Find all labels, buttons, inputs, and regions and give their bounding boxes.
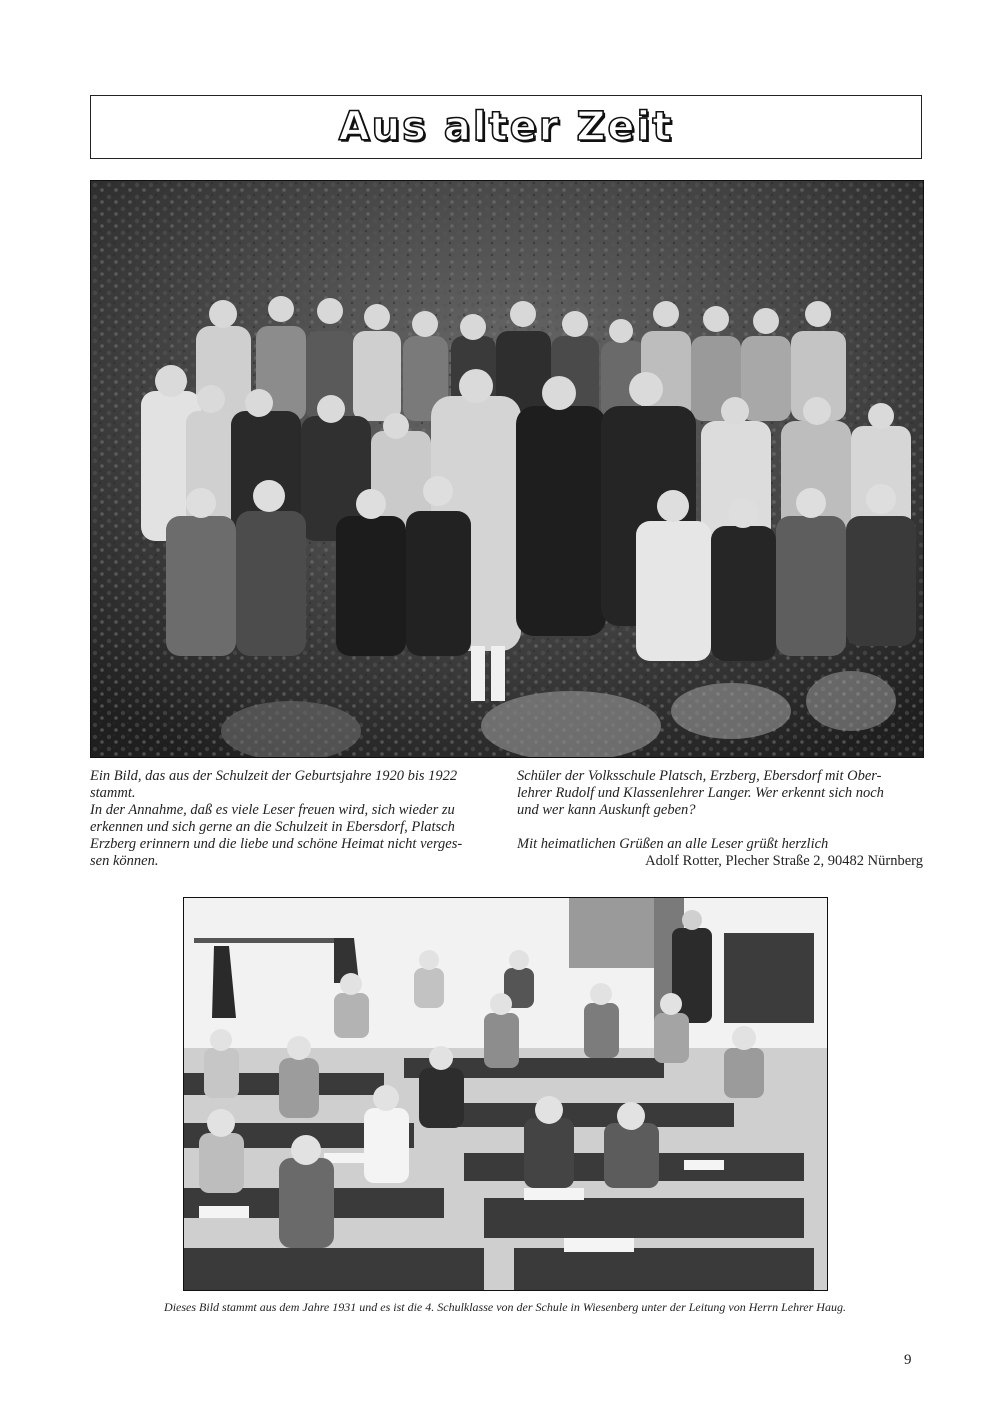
class-photo-outdoor bbox=[90, 180, 924, 758]
caption-left-line: In der Annahme, daß es viele Leser freuen wird, sich wieder zu bbox=[90, 802, 455, 818]
caption-bottom: Dieses Bild stammt aus dem Jahre 1931 und es ist die 4. Schulklasse von der Schule in Wiesenberg unter der Leitung von Herrn Lehrer Haug. bbox=[164, 1300, 846, 1314]
caption-right bbox=[517, 768, 923, 870]
class-photo-classroom-illustration bbox=[184, 898, 827, 1290]
header-box bbox=[90, 95, 922, 159]
caption-left-line: erkennen und sich gerne an die Schulzeit in Ebersdorf, Platsch bbox=[90, 819, 455, 835]
caption-right-line: Schüler der Volksschule Platsch, Erzberg, Ebersdorf mit Ober- bbox=[517, 768, 882, 784]
caption-left-line: Erzberg erinnern und die liebe und schöne Heimat nicht verges- bbox=[90, 836, 463, 852]
caption-right-line: und wer kann Auskunft geben? bbox=[517, 802, 696, 818]
page-title: Aus alter Zeit bbox=[338, 104, 674, 150]
signature: Adolf Rotter, Plecher Straße 2, 90482 Nürnberg bbox=[645, 853, 923, 869]
caption-left-line: Ein Bild, das aus der Schulzeit der Geburtsjahre 1920 bis 1922 bbox=[90, 768, 458, 784]
class-photo-outdoor-illustration bbox=[91, 181, 923, 757]
caption-right-line: lehrer Rudolf und Klassenlehrer Langer. Wer erkennt sich noch bbox=[517, 785, 884, 801]
class-photo-classroom bbox=[183, 897, 828, 1291]
greeting: Mit heimatlichen Grüßen an alle Leser grüßt herzlich bbox=[517, 836, 829, 852]
caption-left bbox=[90, 768, 495, 870]
page-number: 9 bbox=[904, 1352, 912, 1368]
caption-left-line: stammt. bbox=[90, 785, 136, 801]
caption-left-line: sen können. bbox=[90, 853, 159, 869]
